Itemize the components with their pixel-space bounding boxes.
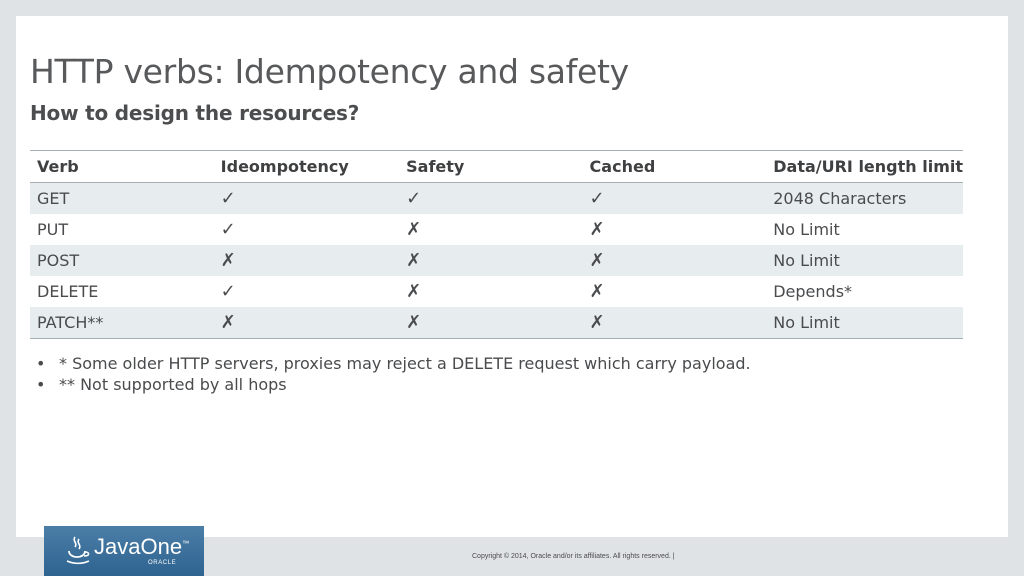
cell-cached: ✗ <box>589 312 605 333</box>
table-row <box>30 245 963 276</box>
logo-text: JavaOne™ <box>94 534 190 559</box>
cell-cached: ✗ <box>589 219 605 240</box>
bullet-icon: • <box>36 375 46 394</box>
table-row <box>30 307 963 339</box>
cell-length-limit: No Limit <box>773 251 840 270</box>
cell-verb: PUT <box>37 220 69 239</box>
cell-idempotency: ✓ <box>220 281 236 302</box>
cell-idempotency: ✗ <box>220 312 236 333</box>
footnote-text: ** Not supported by all hops <box>59 375 287 394</box>
slide-subtitle: How to design the resources? <box>30 101 360 125</box>
table-row <box>30 183 963 215</box>
header-safety: Safety <box>406 157 465 176</box>
cell-verb: PATCH** <box>37 313 104 332</box>
table-header-row <box>30 151 963 183</box>
header-length-limit: Data/URI length limit <box>773 157 963 176</box>
cell-safety: ✗ <box>406 312 422 333</box>
cell-safety: ✗ <box>406 219 422 240</box>
copyright-text: Copyright © 2014, Oracle and/or its affiliates. All rights reserved. | <box>472 553 675 560</box>
list-item <box>36 354 751 375</box>
cell-length-limit: 2048 Characters <box>773 189 907 208</box>
cell-idempotency: ✗ <box>220 250 236 271</box>
header-cached: Cached <box>589 157 656 176</box>
cell-length-limit: Depends* <box>773 282 853 301</box>
cell-safety: ✗ <box>406 281 422 302</box>
cell-verb: DELETE <box>37 282 99 301</box>
footnote-text: * Some older HTTP servers, proxies may reject a DELETE request which carry payload. <box>59 354 751 373</box>
bullet-icon: • <box>36 354 46 373</box>
list-item <box>36 375 751 396</box>
cell-cached: ✗ <box>589 281 605 302</box>
cell-verb: GET <box>37 189 70 208</box>
header-verb: Verb <box>37 157 79 176</box>
footnotes-list <box>36 354 751 396</box>
cell-cached: ✓ <box>589 188 605 209</box>
cell-cached: ✗ <box>589 250 605 271</box>
verbs-table <box>30 150 963 339</box>
cell-verb: POST <box>37 251 80 270</box>
cell-safety: ✗ <box>406 250 422 271</box>
coffee-cup-icon <box>64 535 92 567</box>
oracle-wordmark: ORACLE <box>148 560 177 566</box>
cell-safety: ✓ <box>406 188 422 209</box>
javaone-logo <box>44 526 204 576</box>
cell-length-limit: No Limit <box>773 220 840 239</box>
cell-idempotency: ✓ <box>220 219 236 240</box>
slide-title: HTTP verbs: Idempotency and safety <box>30 52 629 91</box>
table-row <box>30 276 963 307</box>
cell-length-limit: No Limit <box>773 313 840 332</box>
table-row <box>30 214 963 245</box>
cell-idempotency: ✓ <box>220 188 236 209</box>
header-idempotency: Ideompotency <box>220 157 349 176</box>
